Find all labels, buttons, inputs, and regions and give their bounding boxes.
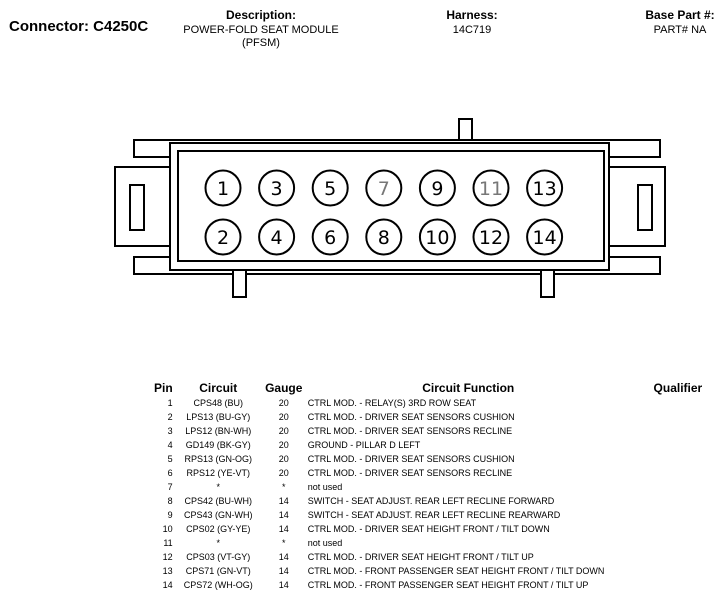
circuit: CPS72 (WH-OG) (183, 580, 253, 590)
qualifier (629, 396, 727, 410)
pin-number: 1 (167, 398, 173, 408)
circuit: RPS13 (GN-OG) (184, 454, 252, 464)
circuit-function: CTRL MOD. - FRONT PASSENGER SEAT HEIGHT FRONT / TILT DOWN (307, 566, 605, 576)
pin-table-header-row (145, 380, 727, 396)
pin-number: 12 (162, 552, 173, 562)
pin-5-label: 5 (324, 178, 337, 200)
pin-12-label: 12 (478, 227, 504, 249)
header-circuit: Circuit (199, 381, 238, 395)
circuit: * (216, 538, 220, 548)
circuit: * (216, 482, 220, 492)
base-part-value: PART# NA (653, 24, 707, 36)
circuit-function: CTRL MOD. - DRIVER SEAT SENSORS RECLINE (307, 426, 513, 436)
pin-number: 5 (167, 454, 173, 464)
table-row (145, 550, 727, 564)
gauge: 20 (278, 412, 289, 422)
description-line-1: POWER-FOLD SEAT MODULE (183, 24, 339, 36)
circuit: CPS42 (BU-WH) (184, 496, 252, 506)
qualifier (629, 578, 727, 592)
pin-number: 13 (162, 566, 173, 576)
pin-number: 14 (162, 580, 173, 590)
harness-value: 14C719 (452, 24, 492, 36)
circuit-function: CTRL MOD. - DRIVER SEAT SENSORS RECLINE (307, 468, 513, 478)
qualifier (629, 550, 727, 564)
circuit-function: SWITCH - SEAT ADJUST. REAR LEFT RECLINE REARWARD (307, 510, 561, 520)
gauge: 14 (278, 580, 289, 590)
gauge: * (282, 482, 286, 492)
circuit-function: not used (307, 538, 343, 548)
pin-10-label: 10 (425, 227, 450, 249)
circuit: GD149 (BK-GY) (185, 440, 251, 450)
pin-number: 4 (167, 440, 173, 450)
pin-number: 6 (167, 468, 173, 478)
qualifier (629, 452, 727, 466)
circuit: CPS03 (VT-GY) (186, 552, 251, 562)
qualifier (629, 438, 727, 452)
pin-13-label: 13 (532, 178, 557, 200)
circuit-function: CTRL MOD. - DRIVER SEAT HEIGHT FRONT / TILT DOWN (307, 524, 550, 534)
circuit: RPS12 (YE-VT) (186, 468, 250, 478)
header-pin: Pin (153, 381, 173, 395)
header-gauge: Gauge (265, 381, 303, 395)
qualifier (629, 536, 727, 550)
pin-number: 9 (167, 510, 173, 520)
qualifier (629, 564, 727, 578)
table-row (145, 466, 727, 480)
table-row (145, 452, 727, 466)
pin-number: 8 (167, 496, 173, 506)
connector-title: Connector: C4250C (9, 18, 149, 35)
qualifier (629, 466, 727, 480)
pin-9-label: 9 (431, 178, 444, 200)
circuit: CPS48 (BU) (193, 398, 243, 408)
table-row (145, 564, 727, 578)
gauge: 14 (278, 496, 289, 506)
pin-3-label: 3 (270, 178, 283, 200)
gauge: * (282, 538, 286, 548)
pin-7-label: 7 (377, 178, 390, 200)
gauge: 20 (278, 398, 289, 408)
table-row (145, 494, 727, 508)
circuit: LPS13 (BU-GY) (186, 412, 251, 422)
pin-number: 2 (167, 412, 173, 422)
gauge: 20 (278, 454, 289, 464)
pin-number: 3 (167, 426, 173, 436)
pin-8-label: 8 (377, 227, 390, 249)
harness-label: Harness: (446, 8, 498, 22)
pin-number: 10 (162, 524, 173, 534)
circuit-function: CTRL MOD. - FRONT PASSENGER SEAT HEIGHT FRONT / TILT UP (307, 580, 589, 590)
table-row (145, 438, 727, 452)
qualifier (629, 508, 727, 522)
top-key-tab (459, 119, 472, 140)
qualifier (629, 410, 727, 424)
table-row (145, 480, 727, 494)
circuit-function: CTRL MOD. - RELAY(S) 3RD ROW SEAT (307, 398, 477, 408)
gauge: 14 (278, 510, 289, 520)
pin-1-label: 1 (216, 178, 230, 200)
pin-number: 11 (163, 538, 173, 548)
table-row (145, 410, 727, 424)
header-circuit-function: Circuit Function (422, 381, 515, 395)
pin-14-label: 14 (532, 227, 557, 249)
description-label: Description: (225, 8, 296, 22)
circuit-function: GROUND - PILLAR D LEFT (307, 440, 421, 450)
gauge: 20 (278, 426, 289, 436)
table-row (145, 522, 727, 536)
left-latch-slot (130, 185, 144, 230)
circuit-function: CTRL MOD. - DRIVER SEAT SENSORS CUSHION (307, 412, 515, 422)
qualifier (629, 424, 727, 438)
table-row (145, 508, 727, 522)
table-row (145, 578, 727, 592)
pin-6-label: 6 (324, 227, 337, 249)
circuit: LPS12 (BN-WH) (185, 426, 252, 436)
circuit-function: CTRL MOD. - DRIVER SEAT SENSORS CUSHION (307, 454, 515, 464)
circuit-function: SWITCH - SEAT ADJUST. REAR LEFT RECLINE FORWARD (307, 496, 555, 506)
circuit-function: not used (307, 482, 343, 492)
circuit-function: CTRL MOD. - DRIVER SEAT HEIGHT FRONT / TILT UP (307, 552, 534, 562)
gauge: 14 (278, 552, 289, 562)
pin-table (145, 380, 727, 592)
base-part-label: Base Part #: (645, 8, 715, 22)
gauge: 20 (278, 440, 289, 450)
description-line-2: (PFSM) (242, 37, 280, 49)
qualifier (629, 494, 727, 508)
table-row (145, 536, 727, 550)
gauge: 14 (278, 566, 289, 576)
circuit: CPS71 (GN-VT) (185, 566, 251, 576)
qualifier (629, 522, 727, 536)
header-qualifier: Qualifier (653, 381, 703, 395)
connector-housing (115, 119, 665, 297)
table-row (145, 396, 727, 410)
circuit: CPS02 (GY-YE) (186, 524, 251, 534)
gauge: 14 (278, 524, 289, 534)
circuit: CPS43 (GN-WH) (183, 510, 253, 520)
pin-2-label: 2 (216, 227, 230, 249)
table-row (145, 424, 727, 438)
qualifier (629, 480, 727, 494)
pin-11-label: 11 (478, 178, 504, 200)
pin-number: 7 (167, 482, 173, 492)
pin-4-label: 4 (270, 227, 283, 249)
gauge: 20 (278, 468, 289, 478)
right-latch-slot (638, 185, 652, 230)
